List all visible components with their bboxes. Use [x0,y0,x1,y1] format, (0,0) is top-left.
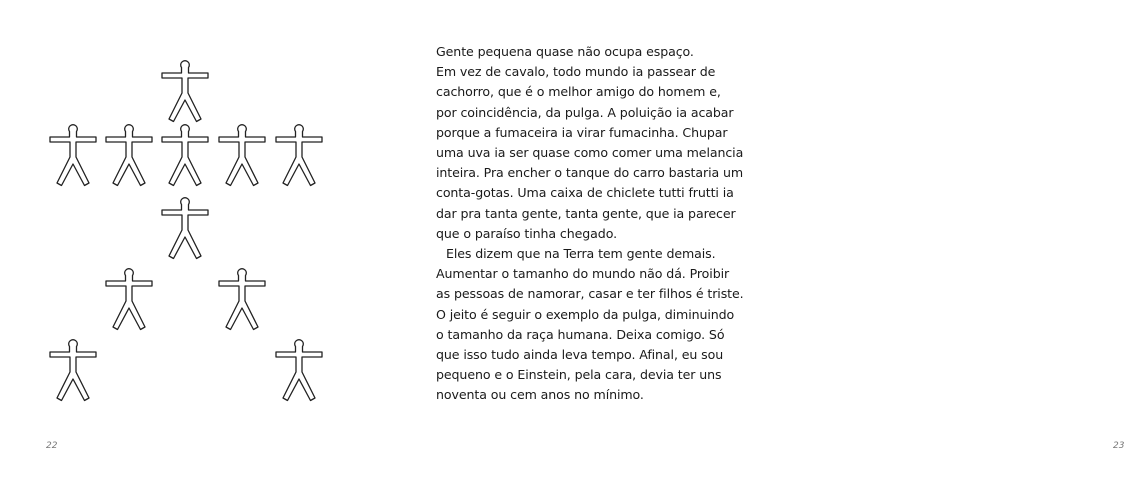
left-page [0,0,390,478]
stick-figure-icon [157,119,213,195]
body-text [436,42,744,406]
text-line: cachorro, que é o melhor amigo do homem e, [436,84,721,100]
text-line: pequeno e o Einstein, pela cara, devia ter uns [436,367,722,383]
text-line: que o paraíso tinha chegado. [436,225,617,241]
text-line: inteira. Pra encher o tanque do carro bastaria um [436,165,744,181]
text-line: Aumentar o tamanho do mundo não dá. Proibir [436,266,730,282]
stick-figure-icon [271,334,327,410]
stick-figure-icon [45,334,101,410]
text-line: Em vez de cavalo, todo mundo ia passear de [436,64,716,80]
stick-figure-icon [271,119,327,195]
stick-figure-icon [101,263,157,339]
text-line: porque a fumaceira ia virar fumacinha. Chupar [436,124,728,140]
page-number-right: 23 [1113,441,1124,451]
stick-figure-icon [45,119,101,195]
stick-figure-icon [157,192,213,268]
text-line: por coincidência, da pulga. A poluição ia acabar [436,104,734,120]
text-line: uma uva ia ser quase como comer uma melancia [436,145,744,161]
text-line: O jeito é seguir o exemplo da pulga, diminuindo [436,306,735,322]
paragraph-2 [436,244,744,406]
text-line: o tamanho da raça humana. Deixa comigo. Só [436,326,725,342]
text-line: Eles dizem que na Terra tem gente demais. [446,246,716,262]
stick-figures-illustration [0,0,390,478]
text-line: que isso tudo ainda leva tempo. Afinal, eu sou [436,347,724,363]
text-line: as pessoas de namorar, casar e ter filhos é triste. [436,286,744,302]
text-line: Gente pequena quase não ocupa espaço. [436,44,694,59]
paragraph-1 [436,42,744,244]
text-line: noventa ou cem anos no mínimo. [436,387,644,403]
stick-figure-icon [214,119,270,195]
page-number-left: 22 [46,441,58,451]
text-line: dar pra tanta gente, tanta gente, que ia parecer [436,205,736,221]
stick-figure-icon [214,263,270,339]
text-line: conta-gotas. Uma caixa de chiclete tutti frutti ia [436,185,734,201]
stick-figure-icon [101,119,157,195]
